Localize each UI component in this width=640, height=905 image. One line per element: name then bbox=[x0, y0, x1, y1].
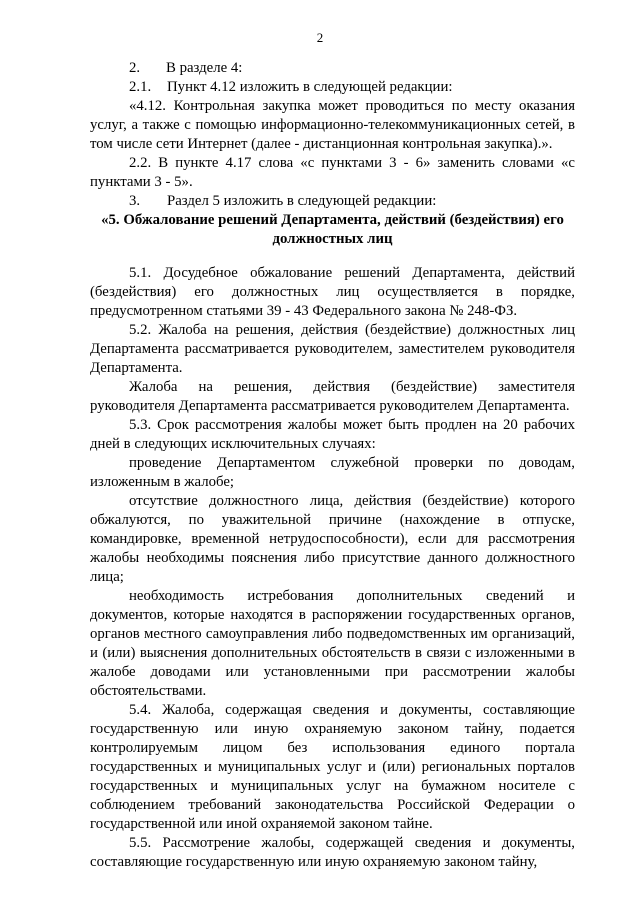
paragraph-5-2: 5.2. Жалоба на решения, действия (бездействие) должностных лиц Департамента рассматривается руководителем, заместителем руководителя Департамента. bbox=[90, 322, 575, 376]
item-3 bbox=[90, 192, 575, 211]
item-3-text: Раздел 5 изложить в следующей редакции: bbox=[167, 193, 437, 209]
item-2-number: 2. bbox=[129, 60, 141, 76]
paragraph-5-4: 5.4. Жалоба, содержащая сведения и документы, составляющие государственную или иную охраняемую законом тайну, подается контролируемым лицом без использования единого портала государственных и муниципальных услуг и (или) региональных порталов государственных и муниципальных услуг на бумажном носителе с соблюдением требований законодательства Российской Федерации о государственной или иной охраняемой законом тайне. bbox=[90, 702, 575, 832]
page-number: 2 bbox=[316, 30, 324, 45]
paragraph-5-3-case-2: отсутствие должностного лица, действия (бездействие) которого обжалуются, по уважительной причине (нахождение в отпуске, командировке, временной нетрудоспособности), если для рассмотрения жалобы необходимы пояснения либо присутствие данного должностного лица; bbox=[90, 493, 575, 585]
item-2-1-text: Пункт 4.12 изложить в следующей редакции: bbox=[167, 79, 453, 95]
paragraph-5-1: 5.1. Досудебное обжалование решений Департамента, действий (бездействия) его должностных лиц осуществляется в порядке, предусмотренном статьями 39 - 43 Федерального закона № 248-ФЗ. bbox=[90, 265, 575, 319]
paragraph-5-2-continued: Жалоба на решения, действия (бездействие) заместителя руководителя Департамента рассматривается руководителем Департамента. bbox=[90, 379, 575, 414]
paragraph-5-3-case-1: проведение Департаментом служебной проверки по доводам, изложенным в жалобе; bbox=[90, 455, 575, 490]
paragraph-5-3-case-3: необходимость истребования дополнительных сведений и документов, которые находятся в распоряжении государственных органов, органов местного самоуправления либо подведомственных им организаций, и (или) выяснения дополнительных обстоятельств в связи с изложенными в жалобе доводами или установленными при рассмотрении жалобы обстоятельствами. bbox=[90, 588, 575, 699]
document-body bbox=[90, 59, 575, 872]
section-heading: «5. Обжалование решений Департамента, действий (бездействия) его должностных лиц bbox=[101, 212, 564, 247]
item-2-1-number: 2.1. bbox=[129, 79, 152, 95]
paragraph-5-3: 5.3. Срок рассмотрения жалобы может быть продлен на 20 рабочих дней в следующих исключительных случаях: bbox=[90, 417, 575, 452]
item-2-text: В разделе 4: bbox=[166, 60, 243, 76]
paragraph-5-5: 5.5. Рассмотрение жалобы, содержащей сведения и документы, составляющие государственную или иную охраняемую законом тайну, bbox=[90, 835, 575, 870]
quote-4-12: «4.12. Контрольная закупка может проводиться по месту оказания услуг, а также с помощью информационно-телекоммуникационных сетей, в том числе сети Интернет (далее - дистанционная контрольная закупка).». bbox=[90, 98, 575, 152]
item-2-2: 2.2. В пункте 4.17 слова «с пунктами 3 - 6» заменить словами «с пунктами 3 - 5». bbox=[90, 155, 575, 190]
item-2 bbox=[90, 59, 575, 78]
item-2-1 bbox=[90, 78, 575, 97]
item-3-number: 3. bbox=[129, 193, 141, 209]
